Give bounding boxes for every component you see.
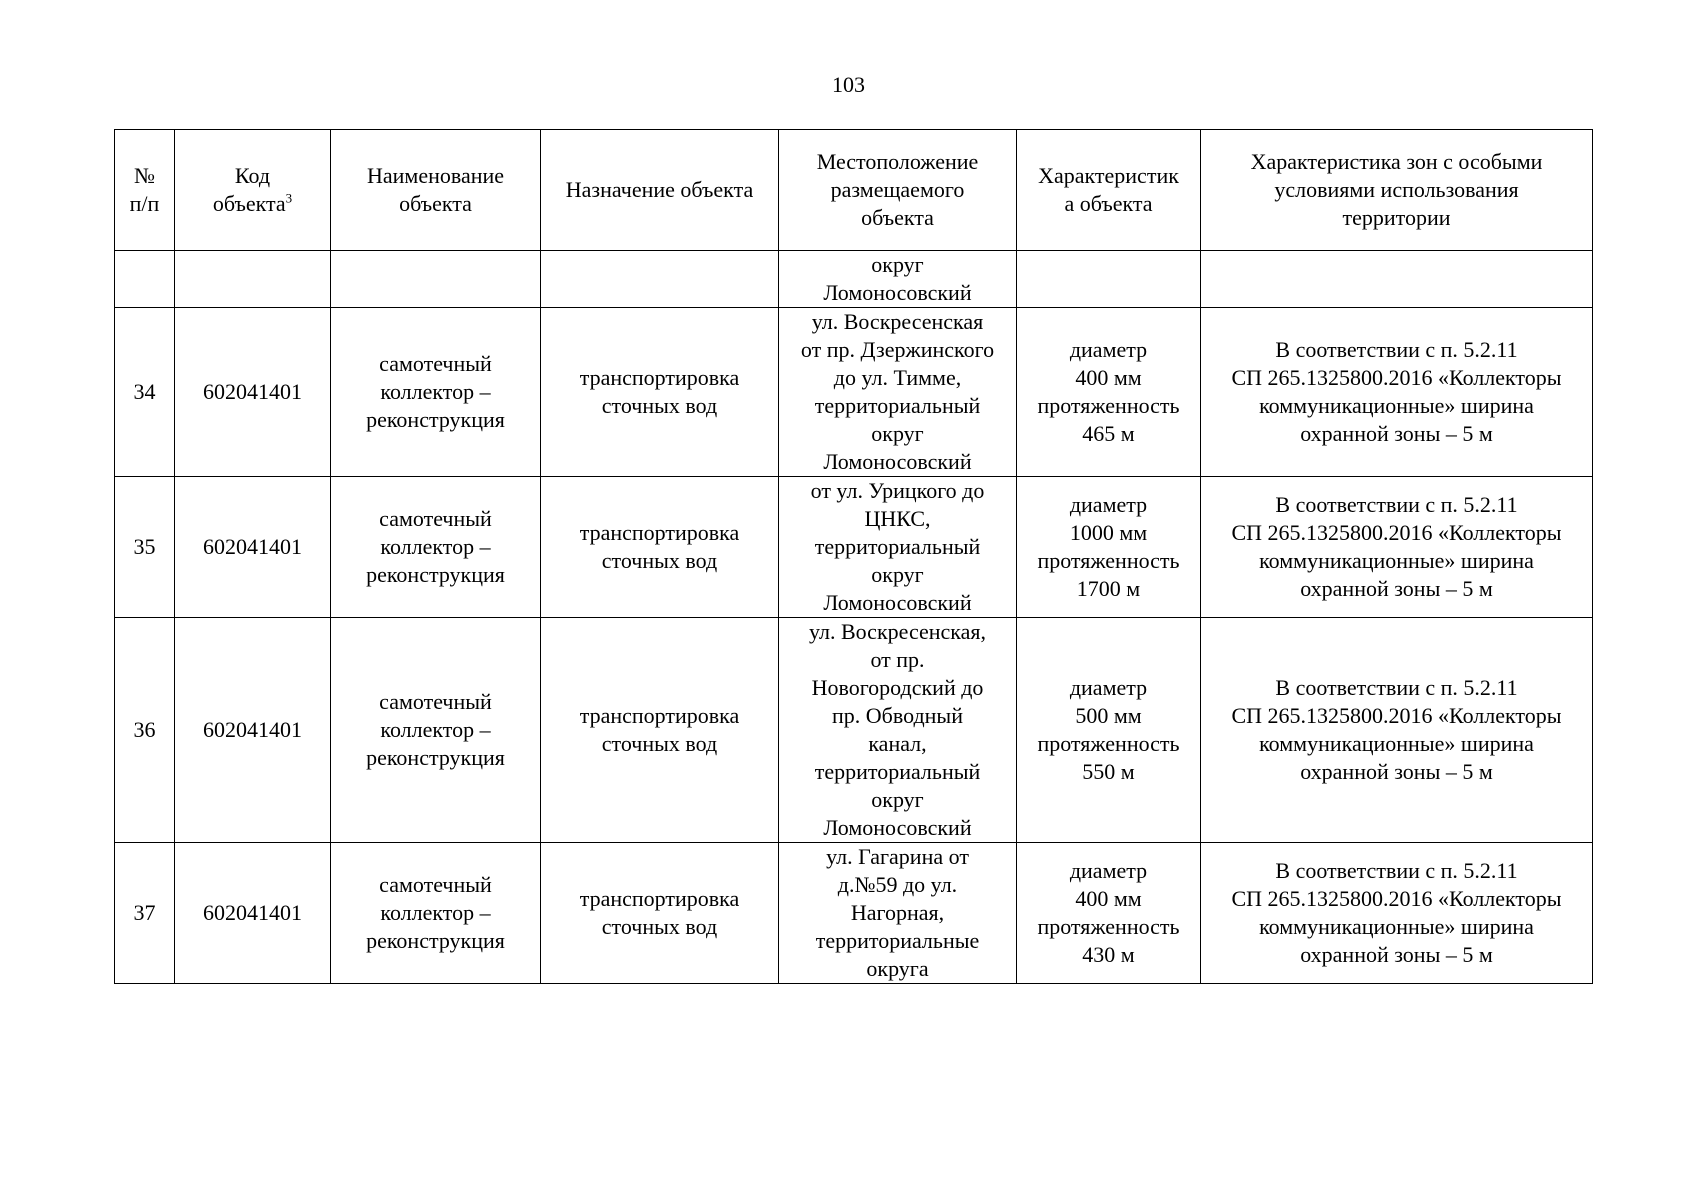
header-code-label: Код объекта — [212, 163, 286, 216]
cell-purpose: транспортировка сточных вод — [541, 308, 779, 477]
header-num: № п/п — [115, 130, 175, 251]
header-characteristics: Характеристик а объекта — [1017, 130, 1201, 251]
cell-purpose: транспортировка сточных вод — [541, 843, 779, 984]
cell-num: 37 — [115, 843, 175, 984]
cell-zones — [1201, 251, 1593, 308]
objects-table — [114, 129, 1593, 984]
cell-name — [331, 251, 541, 308]
cell-characteristics — [1017, 251, 1201, 308]
cell-num — [115, 251, 175, 308]
cell-num: 35 — [115, 477, 175, 618]
cell-zones: В соответствии с п. 5.2.11 СП 265.1325800.2016 «Коллекторы коммуникационные» ширина охранной зоны – 5 м — [1201, 618, 1593, 843]
cell-zones: В соответствии с п. 5.2.11 СП 265.1325800.2016 «Коллекторы коммуникационные» ширина охранной зоны – 5 м — [1201, 477, 1593, 618]
header-zones: Характеристика зон с особыми условиями использования территории — [1201, 130, 1593, 251]
cell-code: 602041401 — [175, 843, 331, 984]
cell-location: ул. Воскресенская от пр. Дзержинского до ул. Тимме, территориальный округ Ломоносовский — [779, 308, 1017, 477]
cell-location: ул. Гагарина от д.№59 до ул. Нагорная, территориальные округа — [779, 843, 1017, 984]
table-header-row — [115, 130, 1593, 251]
cell-name: самотечный коллектор – реконструкция — [331, 843, 541, 984]
cell-name: самотечный коллектор – реконструкция — [331, 618, 541, 843]
table-row — [115, 308, 1593, 477]
cell-characteristics: диаметр 400 мм протяженность 465 м — [1017, 308, 1201, 477]
cell-location: от ул. Урицкого до ЦНКС, территориальный округ Ломоносовский — [779, 477, 1017, 618]
cell-name: самотечный коллектор – реконструкция — [331, 308, 541, 477]
cell-characteristics: диаметр 500 мм протяженность 550 м — [1017, 618, 1201, 843]
cell-purpose: транспортировка сточных вод — [541, 477, 779, 618]
table-row — [115, 477, 1593, 618]
cell-purpose — [541, 251, 779, 308]
cell-num: 34 — [115, 308, 175, 477]
cell-location: округ Ломоносовский — [779, 251, 1017, 308]
cell-code: 602041401 — [175, 618, 331, 843]
cell-code: 602041401 — [175, 308, 331, 477]
cell-code: 602041401 — [175, 477, 331, 618]
cell-code — [175, 251, 331, 308]
table-row — [115, 618, 1593, 843]
cell-purpose: транспортировка сточных вод — [541, 618, 779, 843]
cell-location: ул. Воскресенская, от пр. Новогородский до пр. Обводный канал, территориальный округ Ломоносовский — [779, 618, 1017, 843]
cell-characteristics: диаметр 400 мм протяженность 430 м — [1017, 843, 1201, 984]
table-row — [115, 251, 1593, 308]
header-location: Местоположение размещаемого объекта — [779, 130, 1017, 251]
cell-num: 36 — [115, 618, 175, 843]
cell-characteristics: диаметр 1000 мм протяженность 1700 м — [1017, 477, 1201, 618]
page-number: 103 — [832, 72, 865, 97]
cell-name: самотечный коллектор – реконструкция — [331, 477, 541, 618]
footnote-marker: 3 — [285, 190, 293, 206]
table-row — [115, 843, 1593, 984]
cell-zones: В соответствии с п. 5.2.11 СП 265.1325800.2016 «Коллекторы коммуникационные» ширина охранной зоны – 5 м — [1201, 308, 1593, 477]
header-code — [175, 130, 331, 251]
cell-zones: В соответствии с п. 5.2.11 СП 265.1325800.2016 «Коллекторы коммуникационные» ширина охранной зоны – 5 м — [1201, 843, 1593, 984]
header-name: Наименование объекта — [331, 130, 541, 251]
header-purpose: Назначение объекта — [541, 130, 779, 251]
